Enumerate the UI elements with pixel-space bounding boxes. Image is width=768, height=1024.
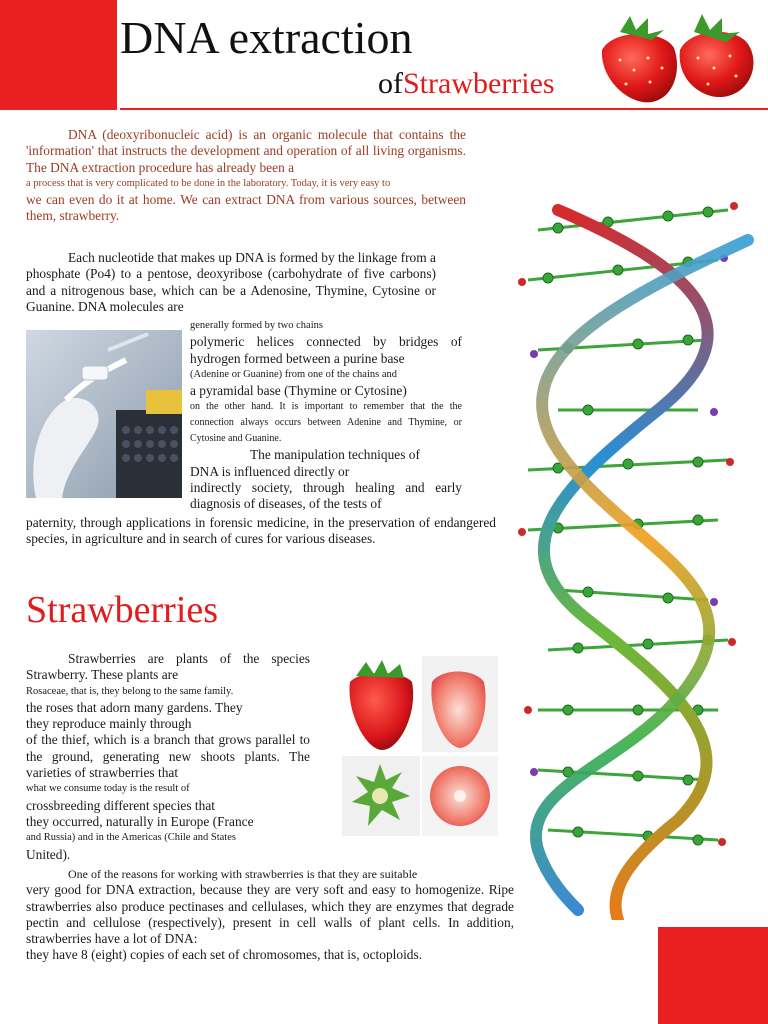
dna-full-paragraph (26, 515, 496, 548)
nucleotide-text-1: Each nucleotide that makes up DNA is formed by the linkage from a phosphate (Po4) to a pentose, deoxyribose (carbohydrate of five carbons) and a nitrogenous base, which can be a Adenosine, Thymine, Cytosine or Guanine. DNA molecules are (26, 250, 436, 314)
page-title: DNA extraction (120, 12, 413, 63)
page-subtitle (378, 66, 555, 102)
strawberries-full-paragraph (26, 866, 514, 964)
wrap-text-4: a pyramidal base (Thymine or Cytosine) (190, 383, 407, 399)
red-accent-block-top (0, 0, 117, 110)
strawberries-photo (590, 10, 768, 108)
intro-text-3: we can even do it at home. We can extract DNA from various sources, between them, strawberry. (26, 192, 466, 224)
dna-helix-illustration (498, 150, 768, 920)
title-rule (120, 108, 768, 110)
straw-text-2: Rosaceae, that is, they belong to the same family. (26, 685, 234, 697)
straw-full-3: they have 8 (eight) copies of each set of chromosomes, that is, octoploids. (26, 947, 423, 963)
wrap-text-8: indirectly society, through healing and early diagnosis of diseases, of the tests of (190, 480, 462, 512)
straw-text-10: United). (26, 846, 71, 862)
intro-text-1: DNA (deoxyribonucleic acid) is an organic molecule that contains the 'information' that instructs the development and operation of all living organisms. The DNA extraction procedure has already been a (26, 127, 466, 175)
straw-text-8: they occurred, naturally in Europe (France (26, 813, 254, 829)
wrap-text-7: DNA is influenced directly or (190, 463, 350, 479)
strawberries-paragraph (26, 651, 310, 863)
intro-text-2: a process that is very complicated to be done in the laboratory. Today, it is very easy to (26, 177, 391, 189)
straw-text-7: crossbreeding different species that (26, 797, 216, 813)
straw-text-6: what we consume today is the result of (26, 783, 190, 795)
strawberry-parts-photo (342, 656, 498, 836)
nucleotide-paragraph (26, 250, 436, 315)
intro-paragraph (26, 127, 466, 225)
straw-text-1: Strawberries are plants of the species Strawberry. These plants are (26, 651, 310, 683)
wrap-text-6: The manipulation techniques of (250, 447, 420, 463)
wrap-text-2: polymeric helices connected by bridges of hydrogen formed between a purine base (190, 334, 462, 366)
full-text-1: paternity, through applications in forensic medicine, in the preservation of endangered species, in agriculture and in search of cures for various diseases. (26, 515, 496, 547)
wrap-text-3: (Adenine or Guanine) from one of the chains and (190, 368, 398, 380)
subtitle-of: of (378, 67, 403, 100)
straw-text-3: the roses that adorn many gardens. They (26, 699, 243, 715)
straw-text-5: of the thief, which is a branch that grows parallel to the ground, generating new shoots plants. The varieties of strawberries that (26, 732, 310, 781)
wrap-text-5: on the other hand. It is important to remember that the the connection always occurs between Adenine and Thymine, or Cytosine and Guanine. (190, 401, 462, 445)
straw-full-2: very good for DNA extraction, because they are very soft and easy to homogenize. Ripe strawberries also produce pectinases and cellulases, which they are enzymes that degrade pectin and cellulose (respectively), present in cell walls of plant cells. In addition, strawberries have a lot of DNA: (26, 882, 514, 947)
lab-pipette-photo (26, 330, 182, 498)
red-accent-block-bottom (658, 927, 768, 1024)
subtitle-strawberries: Strawberries (403, 67, 555, 100)
straw-full-1: One of the reasons for working with strawberries is that they are suitable (68, 867, 418, 881)
wrap-text-1: generally formed by two chains (190, 320, 323, 331)
straw-text-9: and Russia) and in the Americas (Chile and States (26, 832, 236, 844)
dna-wrap-paragraph (190, 318, 462, 513)
straw-text-4: they reproduce mainly through (26, 716, 192, 732)
strawberries-heading: Strawberries (26, 589, 219, 631)
